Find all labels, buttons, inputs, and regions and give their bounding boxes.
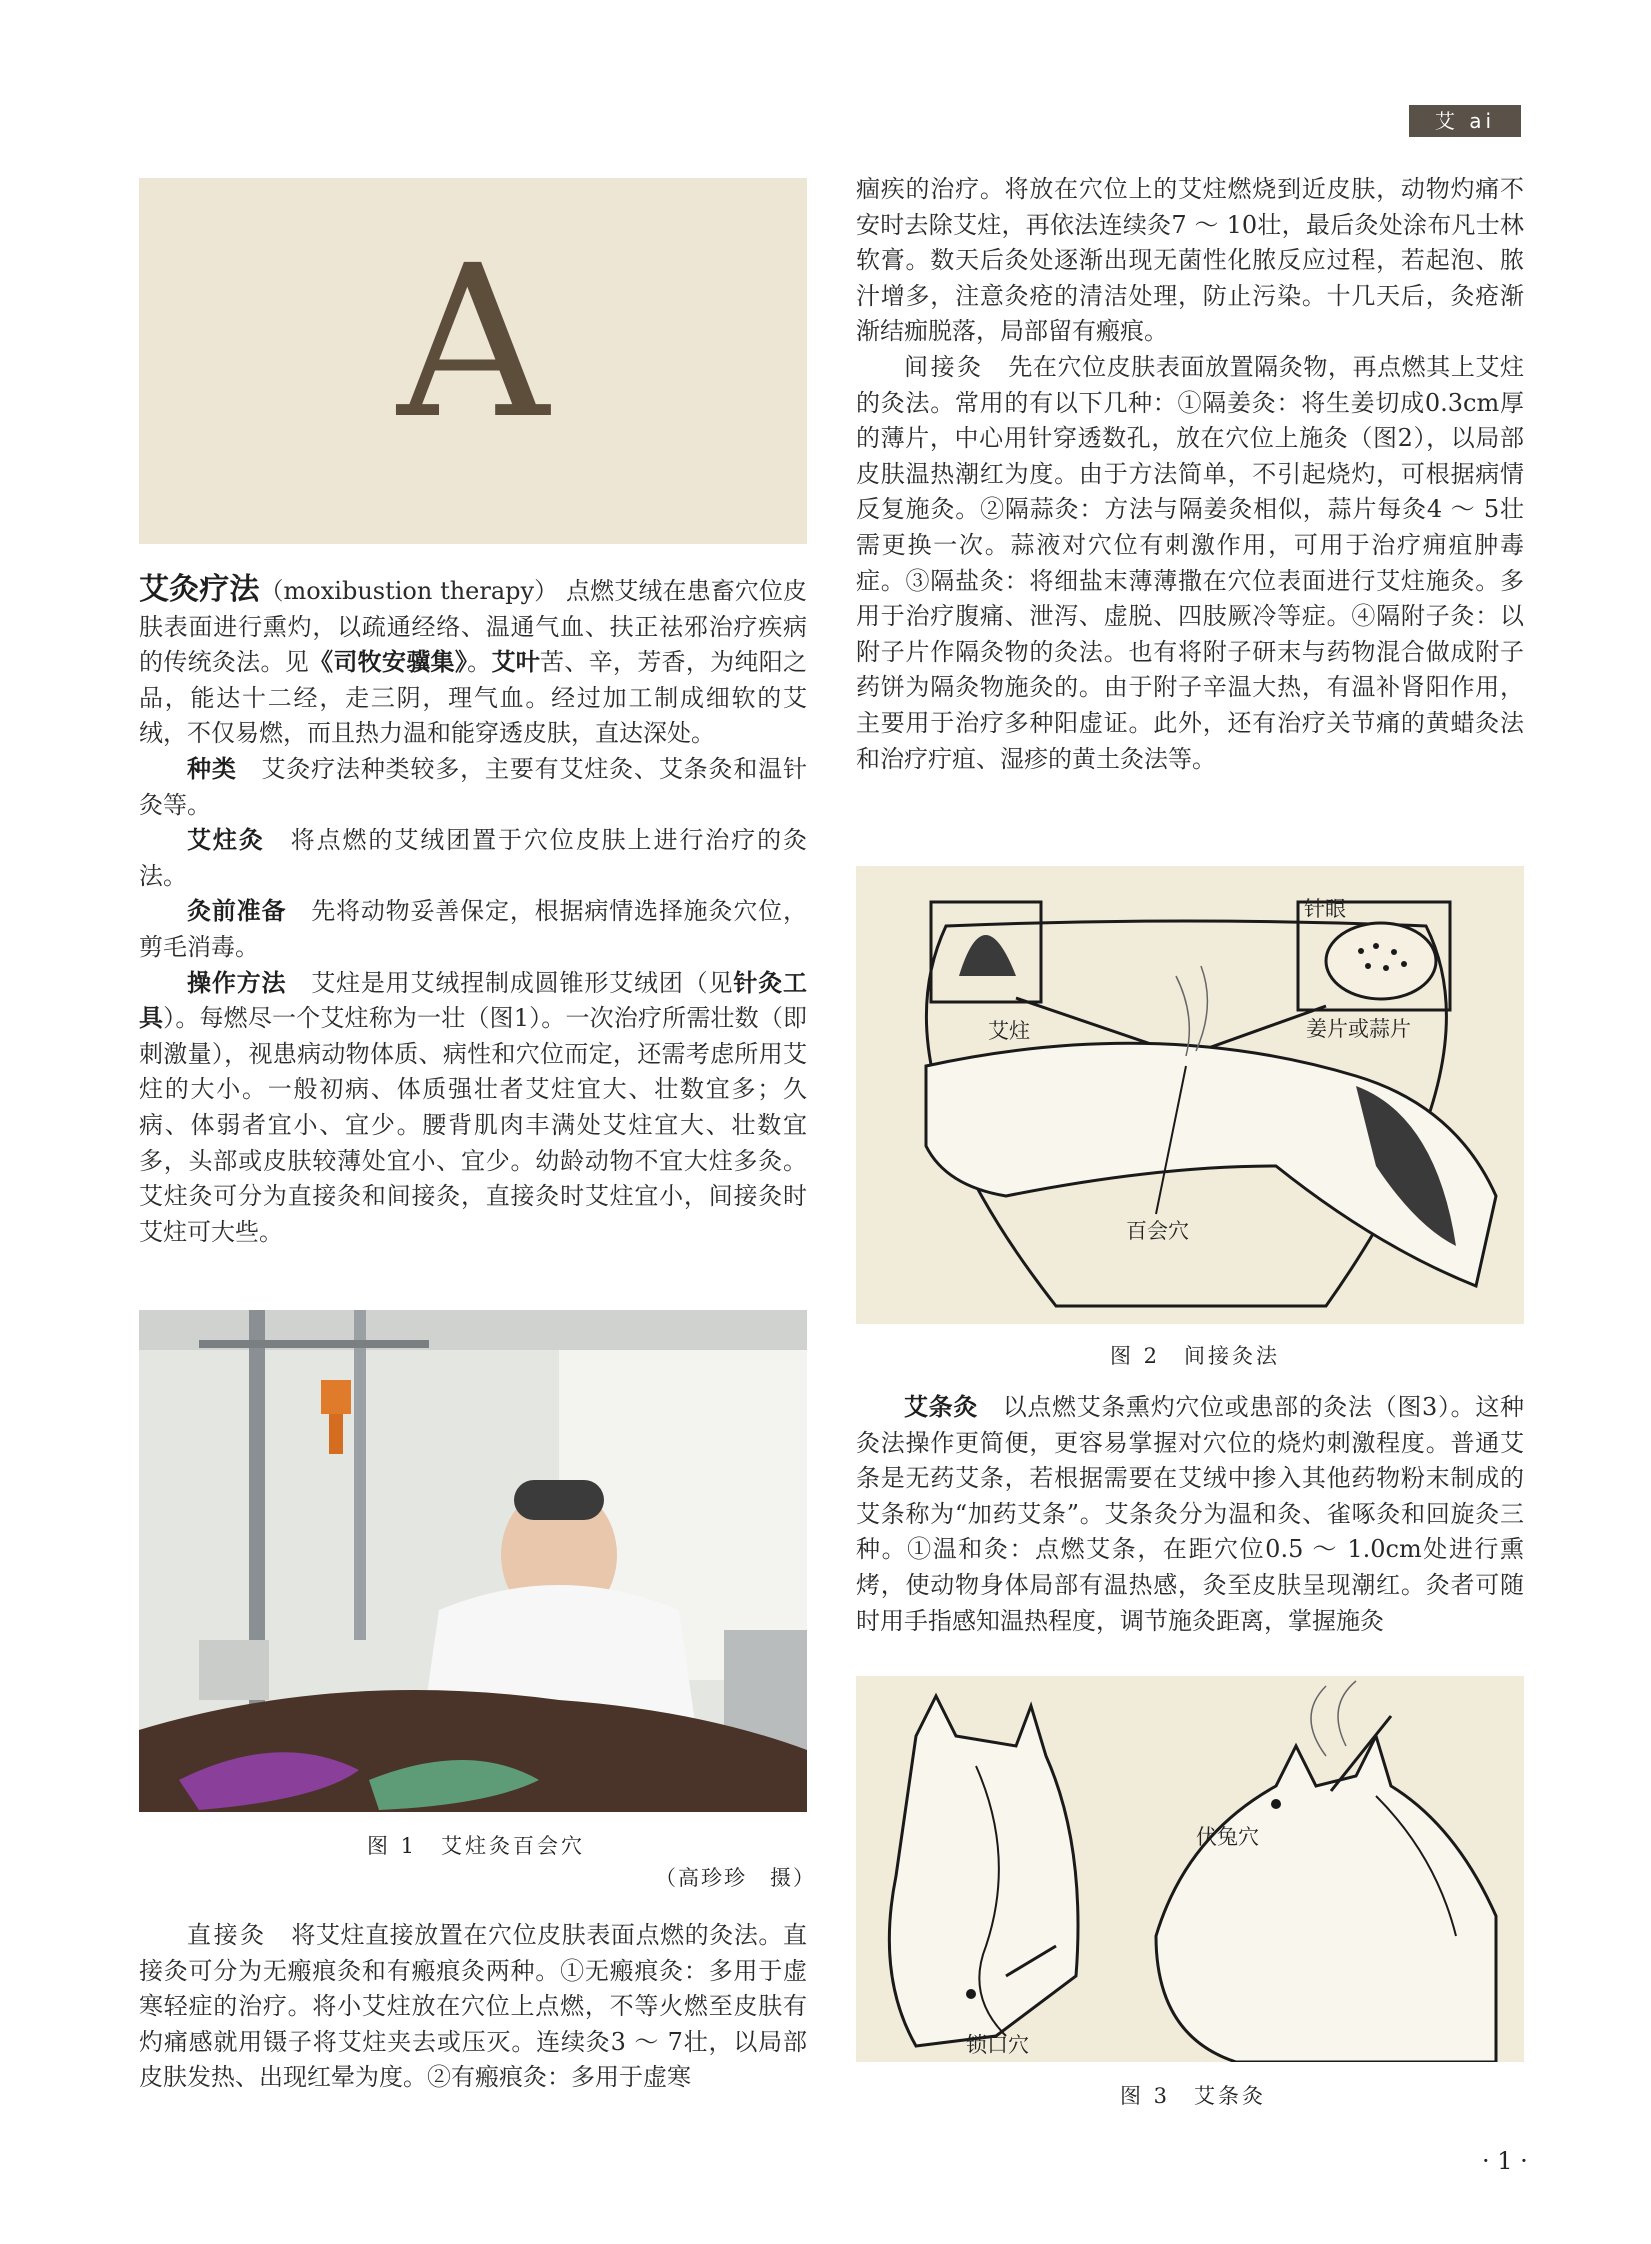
page-number: · 1 ·: [1482, 2147, 1528, 2175]
section-letter: A: [397, 220, 549, 465]
ginger-slice-shape: [1326, 923, 1436, 999]
term-indirect: 间接灸: [904, 352, 984, 381]
right-column-text: [856, 172, 1524, 777]
azhu-paragraph: [139, 823, 807, 894]
section-letter-banner: [139, 178, 807, 544]
entry-title: 艾灸疗法: [139, 572, 260, 607]
section-tag: 艾 ai: [1409, 105, 1521, 137]
figure-1-caption: 图 1 艾炷灸百会穴: [367, 1834, 586, 1858]
smoke-lines: [1176, 966, 1207, 1056]
op-text-1: 艾炷是用艾绒捏制成圆锥形艾绒团（见: [311, 968, 734, 997]
figure-3-illustration: [856, 1676, 1524, 2062]
term-aiye: 艾叶: [491, 648, 541, 677]
entry-english: （moxibustion therapy）: [259, 577, 559, 605]
term-direct: 直接灸: [187, 1921, 267, 1949]
label-moxa-cone: 艾炷: [988, 1019, 1030, 1043]
aiye-text: 苦、辛，芳香，为纯阳之品，能达十二经，走三阴，理气血。经过加工制成细软的艾绒，不仅易燃，而且热力温和能穿透皮肤，直达深处。: [139, 648, 808, 748]
figure-1-photo: [139, 1310, 807, 1812]
horse-head-left: [889, 1696, 1078, 2046]
types-paragraph: [139, 752, 807, 823]
op-paragraph: [139, 966, 807, 1251]
label-acupoint: 百会穴: [1126, 1219, 1189, 1243]
entry-reference: 《司牧安骥集》: [309, 648, 468, 677]
types-text: 艾灸疗法种类较多，主要有艾炷灸、艾条灸和温针灸等。: [139, 754, 808, 819]
indirect-text: 先在穴位皮肤表面放置隔灸物，再点燃其上艾炷的灸法。常用的有以下几种：①隔姜灸：将生姜切成0.3cm厚的薄片，中心用针穿透数孔，放在穴位上施灸（图2），以局部皮肤温热潮红为度。由于方法简单，不引起烧灼，可根据病情反复施灸。②隔蒜灸：方法与隔姜灸相似，蒜片每灸4 ～ 5壮需更换一次。蒜液对穴位有刺激作用，可用于治疗痈疽肿毒症。③隔盐灸：将细盐末薄薄撒在穴位表面进行艾炷施灸。多用于治疗腹痛、泄泻、虚脱、四肢厥冷等症。④隔附子灸：以附子片作隔灸物的灸法。也有将附子研末与药物混合做成附子药饼为隔灸物施灸的。由于附子辛温大热，有温补肾阳作用，主要用于治疗多种阳虚证。此外，还有治疗关节痛的黄蜡灸法和治疗疔疽、湿疹的黄土灸法等。: [856, 352, 1525, 773]
entry-intro: 点燃艾绒在患畜穴位皮肤表面进行熏灼，以疏通经络、温通气血、扶正祛邪治疗疾病的传统灸法。见: [139, 577, 808, 677]
entry-paragraph: [139, 572, 807, 752]
right-column-middle-text: [856, 1390, 1524, 1639]
prep-text: 先将动物妥善保定，根据病情选择施灸穴位，剪毛消毒。: [139, 897, 808, 961]
direct-text: 将艾炷直接放置在穴位皮肤表面点燃的灸法。直接灸可分为无瘢痕灸和有瘢痕灸两种。①无瘢痕灸：多用于虚寒轻症的治疗。将小艾炷放在穴位上点燃，不等火燃至皮肤有灼痛感就用镊子将艾炷夹去或压灭。连续灸3 ～ 7壮，以局部皮肤发热、出现红晕为度。②有瘢痕灸：多用于虚寒: [139, 1921, 808, 2092]
term-aitiao: 艾条灸: [904, 1393, 979, 1421]
indirect-paragraph: [856, 350, 1524, 777]
label-suo-kou: 锁口穴: [966, 2033, 1029, 2057]
term-types: 种类: [187, 754, 237, 783]
direct-paragraph: [139, 1918, 807, 2096]
clinic-photo-illustration: [139, 1310, 807, 1812]
prep-paragraph: [139, 894, 807, 965]
left-column-text: [139, 572, 807, 1250]
entry-intro-end: 。: [467, 648, 492, 677]
op-reference: 针灸工具: [139, 968, 808, 1033]
label-fu-tu: 伏兔穴: [1196, 1825, 1259, 1849]
figure-3-caption: 图 3 艾条灸: [1120, 2084, 1267, 2108]
left-column-bottom-text: [139, 1918, 807, 2096]
azhu-text: 将点燃的艾绒团置于穴位皮肤上进行治疗的灸法。: [139, 826, 808, 890]
label-needle-eye: 针眼: [1304, 897, 1346, 921]
term-op: 操作方法: [187, 968, 287, 997]
aitiao-text: 以点燃艾条熏灼穴位或患部的灸法（图3）。这种灸法操作更简便，更容易掌握对穴位的烧灼刺激程度。普通艾条是无药艾条，若根据需要在艾绒中掺入其他药物粉末制成的艾条称为“加药艾条”。艾条灸分为温和灸、雀啄灸和回旋灸三种。①温和灸：点燃艾条，在距穴位0.5 ～ 1.0cm处进行熏烤，使动物身体局部有温热感，灸至皮肤呈现潮红。灸者可随时用手指感知温热程度，调节施灸距离，掌握施灸: [856, 1393, 1524, 1635]
aitiao-paragraph: [856, 1390, 1524, 1639]
term-azhu: 艾炷灸: [187, 826, 265, 855]
figure-2-illustration: [856, 866, 1524, 1324]
label-slice: 姜片或蒜片: [1306, 1017, 1411, 1041]
term-prep: 灸前准备: [187, 897, 287, 926]
moxa-cone-shape: [959, 935, 1016, 976]
figure-2-caption: 图 2 间接灸法: [1110, 1344, 1281, 1368]
figure-1-credit: （高珍珍 摄）: [655, 1866, 816, 1890]
continued-paragraph: 痼疾的治疗。将放在穴位上的艾炷燃烧到近皮肤，动物灼痛不安时去除艾炷，再依法连续灸7 ～ 10壮，最后灸处涂布凡士林软膏。数天后灸处逐渐出现无菌性化脓反应过程，若起泡、脓汁增多，注意灸疮的清洁处理，防止污染。十几天后，灸疮渐渐结痂脱落，局部留有瘢痕。: [856, 175, 1524, 346]
op-text-2: ）。每燃尽一个艾炷称为一壮（图1）。一次治疗所需壮数（即刺激量），视患病动物体质、病性和穴位而定，还需考虑所用艾炷的大小。一般初病、体质强壮者艾炷宜大、壮数宜多；久病、体弱者宜小、宜少。腰背肌肉丰满处艾炷宜大、壮数宜多，头部或皮肤较薄处宜小、宜少。幼龄动物不宜大炷多灸。艾炷灸可分为直接灸和间接灸，直接灸时艾炷宜小，间接灸时艾炷可大些。: [139, 1004, 807, 1246]
